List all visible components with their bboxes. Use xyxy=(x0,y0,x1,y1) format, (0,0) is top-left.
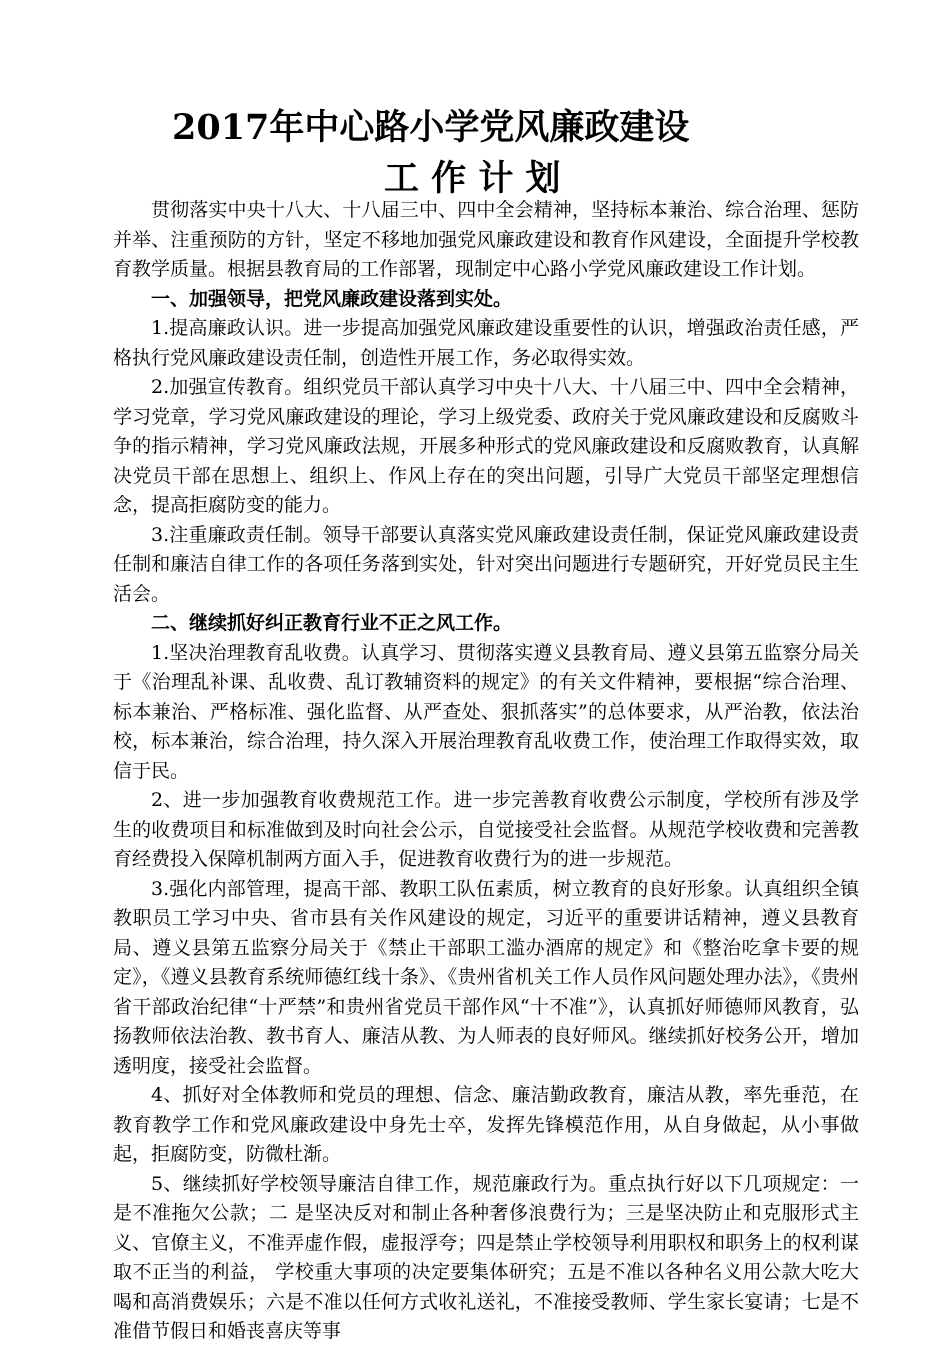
document-title-line2: 工 作 计 划 xyxy=(384,158,561,199)
paragraph: 4、抓好对全体教师和党员的理想、信念、廉洁勤政教育，廉洁从教，率先垂范，在教育教学工作和党风廉政建设中身先士卒，发挥先锋模范作用，从自身做起，从小事做起，拒腐防变，防微杜渐。 xyxy=(113,1084,859,1165)
paragraph: 2、进一步加强教育收费规范工作。进一步完善教育收费公示制度，学校所有涉及学生的收费项目和标准做到及时向社会公示，自觉接受社会监督。从规范学校收费和完善教育经费投入保障机制两方面入手，促进教育收费行为的进一步规范。 xyxy=(113,789,859,870)
document-body xyxy=(113,196,859,1347)
paragraph: 1.坚决治理教育乱收费。认真学习、贯彻落实遵义县教育局、遵义县第五监察分局关于《治理乱补课、乱收费、乱订教辅资料的规定》的有关文件精神，要根据“综合治理、标本兼治、严格标准、强化监督、从严查处、狠抓落实”的总体要求，从严治教，依法治校，标本兼治，综合治理，持久深入开展治理教育乱收费工作，使治理工作取得实效，取信于民。 xyxy=(113,641,859,782)
paragraph: 1.提高廉政认识。进一步提高加强党风廉政建设重要性的认识，增强政治责任感，严格执行党风廉政建设责任制，创造性开展工作，务必取得实效。 xyxy=(113,317,859,369)
paragraph-intro: 贯彻落实中央十八大、十八届三中、四中全会精神，坚持标本兼治、综合治理、惩防并举、注重预防的方针，坚定不移地加强党风廉政建设和教育作风建设，全面提升学校教育教学质量。根据县教育局的工作部署，现制定中心路小学党风廉政建设工作计划。 xyxy=(113,199,859,280)
paragraph: 3.强化内部管理，提高干部、教职工队伍素质，树立教育的良好形象。认真组织全镇教职员工学习中央、省市县有关作风建设的规定，习近平的重要讲话精神，遵义县教育局、遵义县第五监察分局关于《禁止干部职工滥办酒席的规定》和《整治吃拿卡要的规定》，《遵义县教育系统师德红线十条》、《贵州省机关工作人员作风问题处理办法》，《贵州省干部政治纪律“十严禁”和贵州省党员干部作风“十不准”》，认真抓好师德师风教育，弘扬教师依法治教、教书育人、廉洁从教、为人师表的良好师风。继续抓好校务公开，增加透明度，接受社会监督。 xyxy=(113,877,859,1077)
document-title-line1: 2017年中心路小学党风廉政建设 xyxy=(172,107,690,148)
paragraph: 2.加强宣传教育。组织党员干部认真学习中央十八大、十八届三中、四中全会精神，学习党章，学习党风廉政建设的理论，学习上级党委、政府关于党风廉政建设和反腐败斗争的指示精神，学习党风廉政法规，开展多种形式的党风廉政建设和反腐败教育，认真解决党员干部在思想上、组织上、作风上存在的突出问题，引导广大党员干部坚定理想信念，提高拒腐防变的能力。 xyxy=(113,376,859,516)
paragraph: 3.注重廉政责任制。领导干部要认真落实党风廉政建设责任制，保证党风廉政建设责任制和廉洁自律工作的各项任务落到实处，针对突出问题进行专题研究，开好党员民主生活会。 xyxy=(113,523,859,605)
section-heading-2: 二、继续抓好纠正教育行业不正之风工作。 xyxy=(151,612,513,634)
paragraph: 5、继续抓好学校领导廉洁自律工作，规范廉政行为。重点执行好以下几项规定：一是不准拖欠公款；二 是坚决反对和制止各种奢侈浪费行为；三是坚决防止和克服形式主义、官僚主义，不准弄虚作假，虚报浮夸；四是禁止学校领导利用职权和职务上的权利谋取不正当的利益， 学校重大事项的决定要集体研究；五是不准以各种名义用公款大吃大喝和高消费娱乐；六是不准以任何方式收礼送礼，不准接受教师、学生家长宴请；七是不准借节假日和婚丧喜庆等事 xyxy=(113,1172,859,1342)
section-heading-1: 一、加强领导，把党风廉政建设落到实处。 xyxy=(151,287,513,310)
